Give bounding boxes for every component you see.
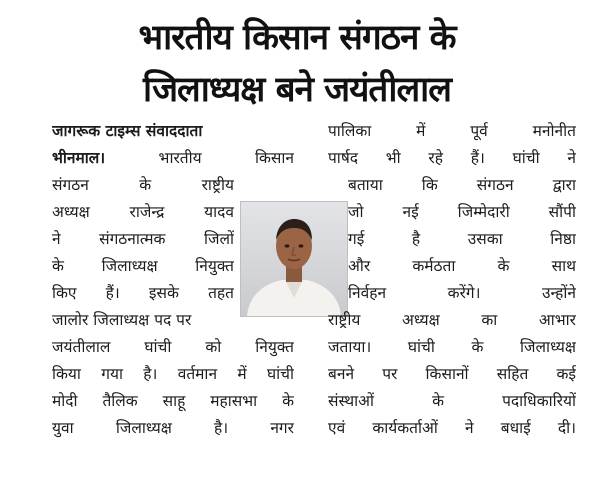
article-right-column [328, 118, 576, 442]
body-line: राष्ट्रीय अध्यक्ष का आभार [328, 311, 576, 329]
byline: जागरूक टाइम्स संवाददाता [52, 122, 203, 140]
byline-line [52, 118, 294, 145]
body-text: भारतीय किसान [158, 149, 294, 167]
dateline: भीनमाल। [52, 149, 106, 167]
body-line: किया गया है। वर्तमान में घांची [52, 365, 294, 383]
dateline-line [52, 145, 294, 172]
body-line: और कर्मठता के साथ [348, 257, 576, 275]
body-line: बताया कि संगठन द्वारा [348, 176, 576, 194]
body-line: गई है उसका निष्ठा [348, 230, 576, 248]
body-line: युवा जिलाध्यक्ष है। नगर [52, 419, 294, 437]
body-line: जालोर जिलाध्यक्ष पद पर [52, 311, 192, 329]
body-line: निर्वहन करेंगे। उन्होंने [348, 284, 576, 302]
body-line: जो नई जिम्मेदारी सौंपी [348, 203, 576, 221]
body-line: अध्यक्ष राजेन्द्र यादव [52, 203, 234, 221]
body-line: ने संगठनात्मक जिलों [52, 230, 234, 248]
body-line: बनने पर किसानों सहित कई [328, 365, 576, 383]
body-line: के जिलाध्यक्ष नियुक्त [52, 257, 234, 275]
body-line: जताया। घांची के जिलाध्यक्ष [328, 338, 576, 356]
body-line: जयंतीलाल घांची को नियुक्त [52, 338, 294, 356]
headline-line-1: भारतीय किसान संगठन के [138, 18, 456, 58]
body-line: किए हैं। इसके तहत [52, 284, 234, 302]
body-line: एवं कार्यकर्ताओं ने बधाई दी। [328, 419, 576, 437]
body-line: पालिका में पूर्व मनोनीत [328, 122, 576, 140]
body-line: मोदी तैलिक साहू महासभा के [52, 392, 294, 410]
body-line: संस्थाओं के पदाधिकारियों [328, 392, 576, 410]
body-line: पार्षद भी रहे हैं। घांची ने [328, 149, 576, 167]
headline-line-2: जिलाध्यक्ष बने जयंतीलाल [143, 70, 451, 110]
body-line: संगठन के राष्ट्रीय [52, 176, 234, 194]
